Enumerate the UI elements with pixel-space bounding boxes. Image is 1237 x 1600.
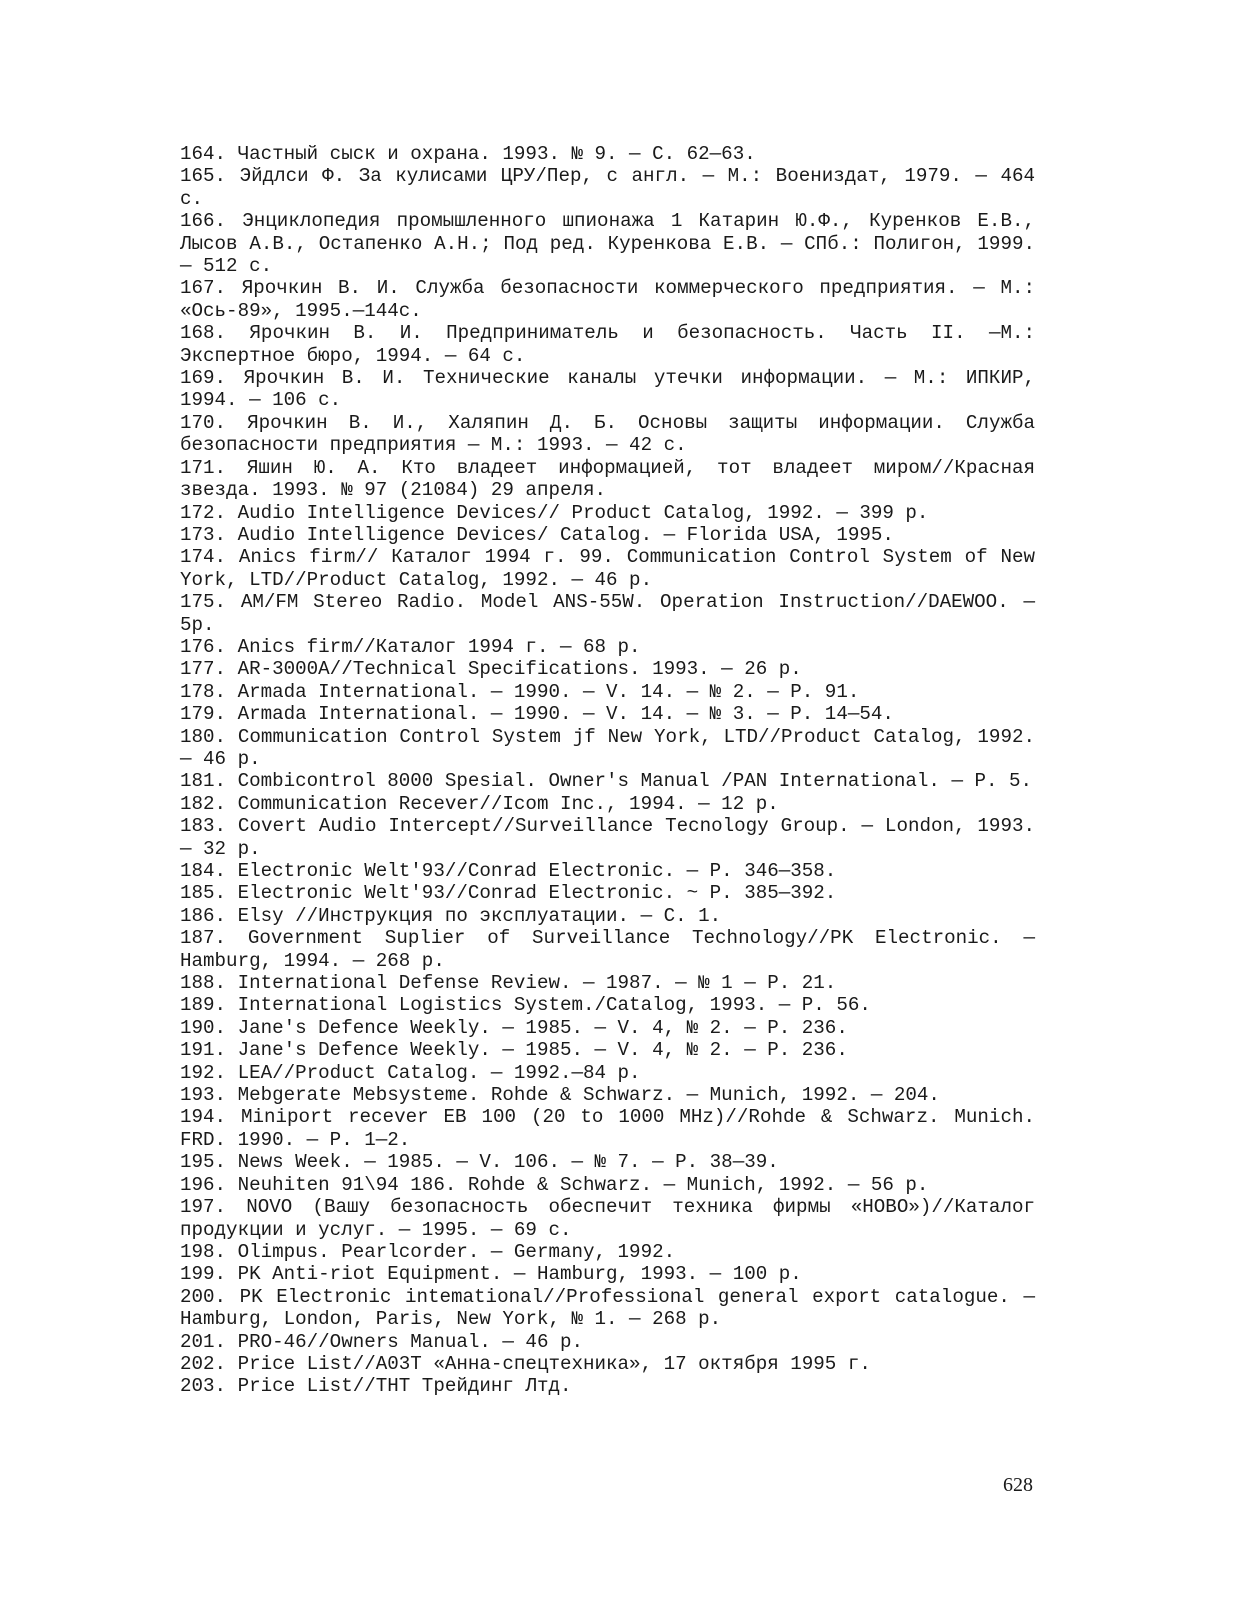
reference-item: 181. Combicontrol 8000 Spesial. Owner's Manual /PAN International. — P. 5.: [180, 770, 1033, 793]
reference-item: 202. Price List//A03T «Анна-спецтехника», 17 октября 1995 г.: [180, 1352, 871, 1375]
reference-item: 172. Audio Intelligence Devices// Product Catalog, 1992. — 399 p.: [180, 501, 929, 524]
reference-item: 184. Electronic Welt'93//Conrad Electronic. — P. 346—358.: [180, 860, 837, 882]
reference-item: 171. Яшин Ю. А. Кто владеет информацией, тот владеет миром//Красная звезда. 1993. № 97 (21084) 29 апреля.: [180, 456, 1035, 502]
reference-item: 193. Mebgerate Mebsysteme. Rohde & Schwarz. — Munich, 1992. — 204.: [180, 1084, 940, 1107]
reference-item: 189. International Logistics System./Catalog, 1993. — P. 56.: [180, 994, 871, 1017]
reference-item: 168. Ярочкин В. И. Предприниматель и безопасность. Часть II. —М.: Экспертное бюро, 1994. — 64 с.: [180, 322, 1035, 367]
reference-item: 199. PK Anti-riot Equipment. — Hamburg, 1993. — 100 p.: [180, 1263, 802, 1286]
reference-item: 174. Anics firm// Каталог 1994 г. 99. Communication Control System of New York, LTD//Product Catalog, 1992. — 46 p.: [180, 546, 1035, 591]
reference-item: 187. Government Suplier of Surveillance Technology//PK Electronic. — Hamburg, 1994. — 268 p.: [180, 927, 1035, 972]
reference-item: 192. LEA//Product Catalog. — 1992.—84 p.: [180, 1061, 641, 1084]
reference-item: 167. Ярочкин В. И. Служба безопасности коммерческого предприятия. — М.: «Ось-89», 1995.—144с.: [180, 277, 1035, 322]
reference-item: 177. AR-3000A//Technical Specifications. 1993. — 26 p.: [180, 658, 802, 681]
page-number: 628: [1003, 1474, 1033, 1496]
reference-list: [180, 143, 1035, 1398]
reference-item: 203. Price List//THT Трейдинг Лтд.: [180, 1375, 572, 1398]
reference-item: 188. International Defense Review. — 1987. — № 1 — P. 21.: [180, 972, 837, 995]
reference-item: 186. Elsy //Инструкция по эксплуатации. — С. 1.: [180, 904, 722, 927]
reference-item: 164. Частный сыск и охрана. 1993. № 9. — С. 62—63.: [180, 143, 756, 165]
reference-item: 183. Covert Audio Intercept//Surveillance Tecnology Group. — London, 1993. — 32 p.: [180, 815, 1035, 860]
reference-item: 165. Эйдлси Ф. За кулисами ЦРУ/Пер, с англ. — М.: Воениздат, 1979. — 464 с.: [180, 165, 1035, 210]
reference-item: 200. PK Electronic intemational//Professional general export catalogue. — Hamburg, London, Paris, New York, № 1. — 268 p.: [180, 1285, 1035, 1331]
reference-item: 196. Neuhiten 91\94 186. Rohde & Schwarz. — Munich, 1992. — 56 p.: [180, 1173, 929, 1196]
reference-item: 178. Armada International. — 1990. — V. 14. — № 2. — P. 91.: [180, 680, 860, 703]
reference-item: 182. Communication Recever//Icom Inc., 1994. — 12 p.: [180, 792, 779, 815]
reference-item: 166. Энциклопедия промышленного шпионажа 1 Катарин Ю.Ф., Куренков Е.В., Лысов А.В., Остапенко А.Н.; Под ред. Куренкова Е.В. — СПб.: Полигон, 1999. — 512 с.: [180, 210, 1035, 278]
reference-item: 173. Audio Intelligence Devices/ Catalog. — Florida USA, 1995.: [180, 523, 894, 546]
reference-item: 175. AM/FM Stereo Radio. Model ANS-55W. Operation Instruction//DAEWOO. — 5p.: [180, 591, 1035, 636]
reference-item: 197. NOVO (Вашу безопасность обеспечит техника фирмы «НОВО»)//Каталог продукции и услуг. — 1995. — 69 с.: [180, 1196, 1035, 1241]
reference-item: 169. Ярочкин В. И. Технические каналы утечки информации. — М.: ИПКИР, 1994. — 106 с.: [180, 367, 1035, 412]
reference-item: 185. Electronic Welt'93//Conrad Electronic. ~ P. 385—392.: [180, 882, 837, 905]
reference-item: 201. PRO-46//Owners Manual. — 46 p.: [180, 1330, 584, 1353]
reference-item: 170. Ярочкин В. И., Халяпин Д. Б. Основы защиты информации. Служба безопасности предприятия — М.: 1993. — 42 с.: [180, 411, 1035, 457]
reference-item: 194. Miniport recever EB 100 (20 to 1000 MHz)//Rohde & Schwarz. Munich. FRD. 1990. — P. 1—2.: [180, 1106, 1035, 1151]
reference-item: 198. Olimpus. Pearlcorder. — Germany, 1992.: [180, 1240, 676, 1263]
reference-item: 191. Jane's Defence Weekly. — 1985. — V. 4, № 2. — P. 236.: [180, 1039, 848, 1062]
reference-item: 190. Jane's Defence Weekly. — 1985. — V. 4, № 2. — P. 236.: [180, 1016, 848, 1039]
reference-item: 180. Communication Control System jf New York, LTD//Product Catalog, 1992. — 46 p.: [180, 725, 1035, 770]
reference-item: 176. Anics firm//Каталог 1994 г. — 68 p.: [180, 635, 641, 658]
reference-item: 179. Armada International. — 1990. — V. 14. — № 3. — P. 14—54.: [180, 703, 894, 726]
reference-item: 195. News Week. — 1985. — V. 106. — № 7. — P. 38—39.: [180, 1151, 779, 1174]
